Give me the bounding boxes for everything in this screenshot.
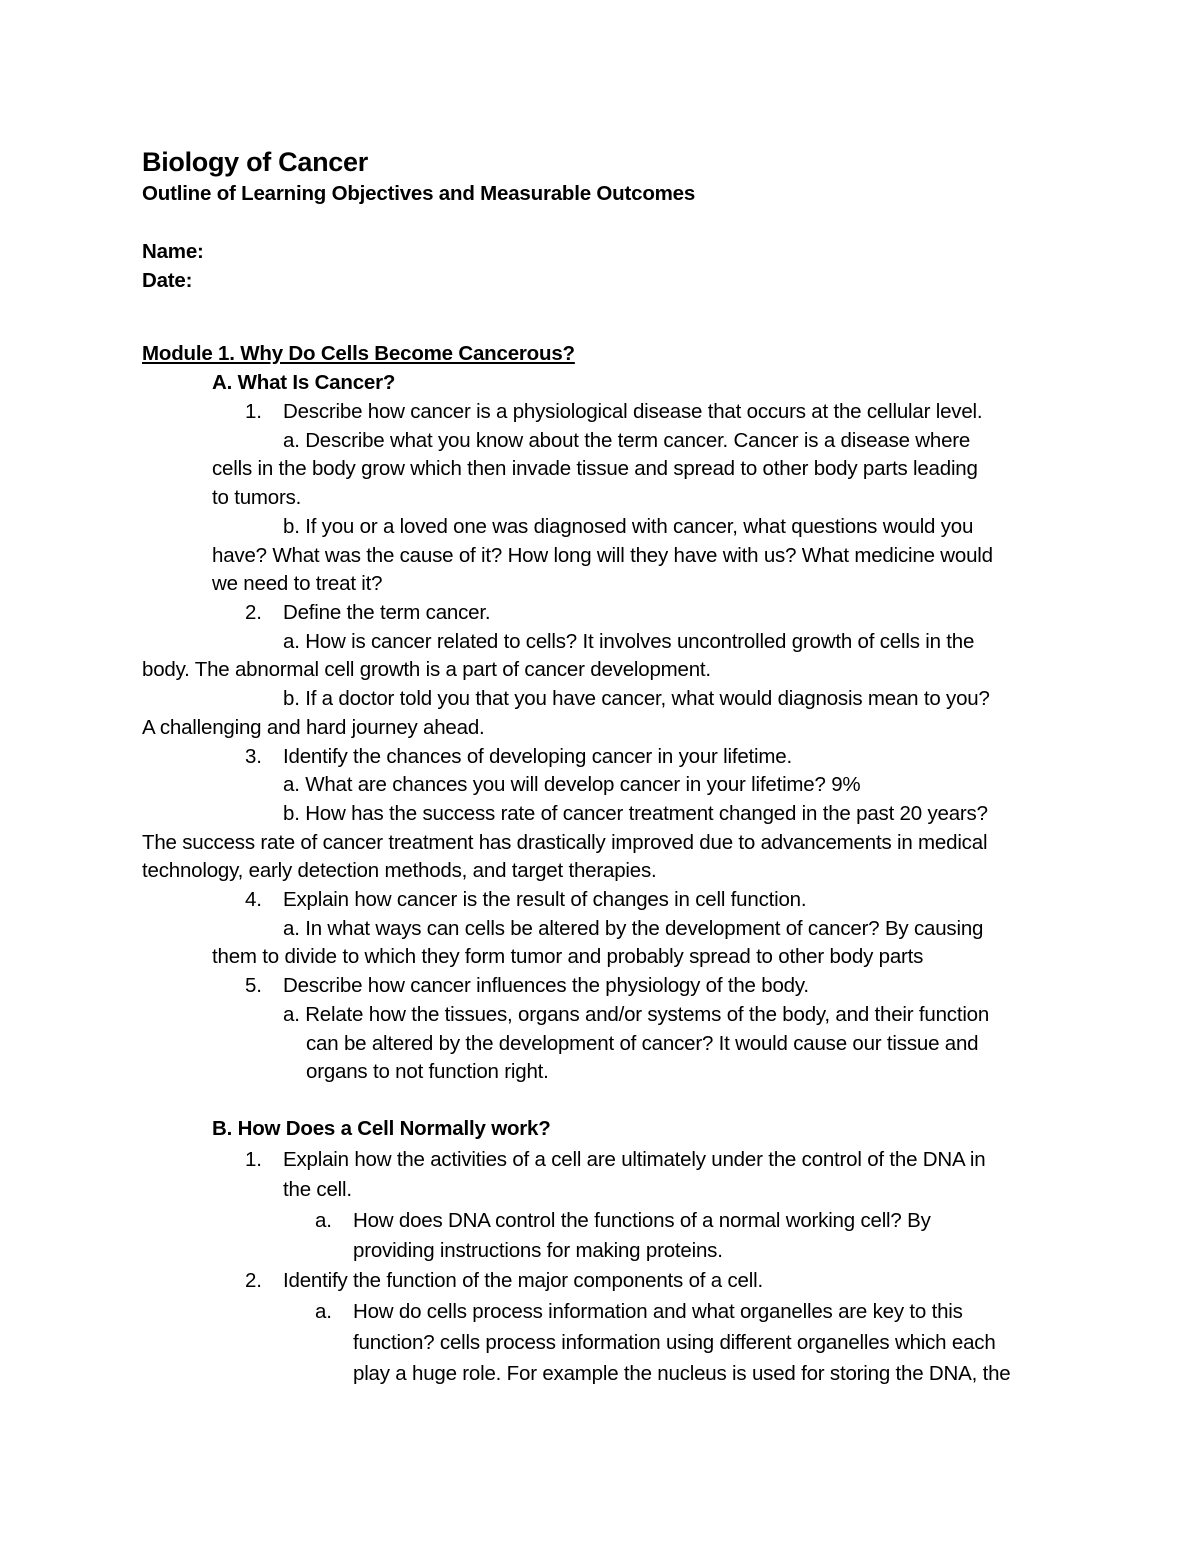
objective-number: 2. (245, 1269, 262, 1292)
objective-text: Define the term cancer. (283, 601, 491, 624)
section-a-heading: A. What Is Cancer? (212, 371, 396, 394)
answer-line: can be altered by the development of cancer? It would cause our tissue and (306, 1032, 979, 1055)
answer-line: b. If a doctor told you that you have cancer, what would diagnosis mean to you? (283, 687, 990, 710)
objective-text: Identify the chances of developing cancer in your lifetime. (283, 745, 792, 768)
answer-line: to tumors. (212, 486, 302, 509)
objective-number: 5. (245, 974, 262, 997)
answer-line: How do cells process information and what organelles are key to this (353, 1300, 963, 1323)
section-b-heading: B. How Does a Cell Normally work? (212, 1117, 551, 1140)
objective-a2 (245, 599, 490, 627)
objective-b2 (245, 1267, 763, 1295)
answer-line: organs to not function right. (306, 1060, 549, 1083)
answer-line: a. In what ways can cells be altered by the development of cancer? By causing (283, 917, 984, 940)
date-label: Date: (142, 269, 193, 292)
answer-line: b. How has the success rate of cancer treatment changed in the past 20 years? (283, 802, 988, 825)
answer-line: b. If you or a loved one was diagnosed with cancer, what questions would you (283, 515, 974, 538)
answer-line: The success rate of cancer treatment has drastically improved due to advancements in medical (142, 831, 988, 854)
answer-line: we need to treat it? (212, 572, 383, 595)
sub-letter: a. (315, 1209, 332, 1232)
objective-number: 2. (245, 601, 262, 624)
objective-number: 1. (245, 1148, 262, 1171)
objective-a4 (245, 886, 806, 914)
objective-a1 (245, 398, 982, 426)
objective-text: Describe how cancer influences the physiology of the body. (283, 974, 809, 997)
answer-line: technology, early detection methods, and target therapies. (142, 859, 657, 882)
objective-number: 4. (245, 888, 262, 911)
sub-question-b1a (315, 1207, 931, 1235)
objective-text: Describe how cancer is a physiological disease that occurs at the cellular level. (283, 400, 983, 423)
objective-a5 (245, 972, 809, 1000)
answer-line: a. Describe what you know about the term cancer. Cancer is a disease where (283, 429, 971, 452)
answer-line: function? cells process information using different organelles which each (353, 1331, 996, 1354)
answer-line: a. How is cancer related to cells? It involves uncontrolled growth of cells in the (283, 630, 975, 653)
objective-text: Explain how cancer is the result of changes in cell function. (283, 888, 807, 911)
doc-subtitle: Outline of Learning Objectives and Measurable Outcomes (142, 182, 696, 205)
objective-number: 3. (245, 745, 262, 768)
answer-line: How does DNA control the functions of a normal working cell? By (353, 1209, 931, 1232)
answer-line: providing instructions for making proteins. (353, 1239, 723, 1262)
answer-line: have? What was the cause of it? How long will they have with us? What medicine would (212, 544, 993, 567)
objective-text-cont: the cell. (283, 1178, 352, 1201)
objective-text: Explain how the activities of a cell are ultimately under the control of the DNA in (283, 1148, 986, 1171)
answer-line: body. The abnormal cell growth is a part of cancer development. (142, 658, 711, 681)
answer-line: them to divide to which they form tumor and probably spread to other body parts (212, 945, 924, 968)
name-label: Name: (142, 240, 204, 263)
module-heading: Module 1. Why Do Cells Become Cancerous? (142, 342, 575, 365)
answer-line: play a huge role. For example the nucleus is used for storing the DNA, the (353, 1362, 1011, 1385)
sub-letter: a. (315, 1300, 332, 1323)
sub-question-b2a (315, 1298, 963, 1326)
answer-line: a. What are chances you will develop cancer in your lifetime? 9% (283, 773, 861, 796)
objective-number: 1. (245, 400, 262, 423)
answer-line: a. Relate how the tissues, organs and/or systems of the body, and their function (283, 1003, 990, 1026)
answer-line: A challenging and hard journey ahead. (142, 716, 485, 739)
objective-b1 (245, 1146, 985, 1174)
doc-title: Biology of Cancer (142, 147, 368, 177)
objective-text: Identify the function of the major components of a cell. (283, 1269, 763, 1292)
objective-a3 (245, 743, 792, 771)
answer-line: cells in the body grow which then invade tissue and spread to other body parts leading (212, 457, 978, 480)
